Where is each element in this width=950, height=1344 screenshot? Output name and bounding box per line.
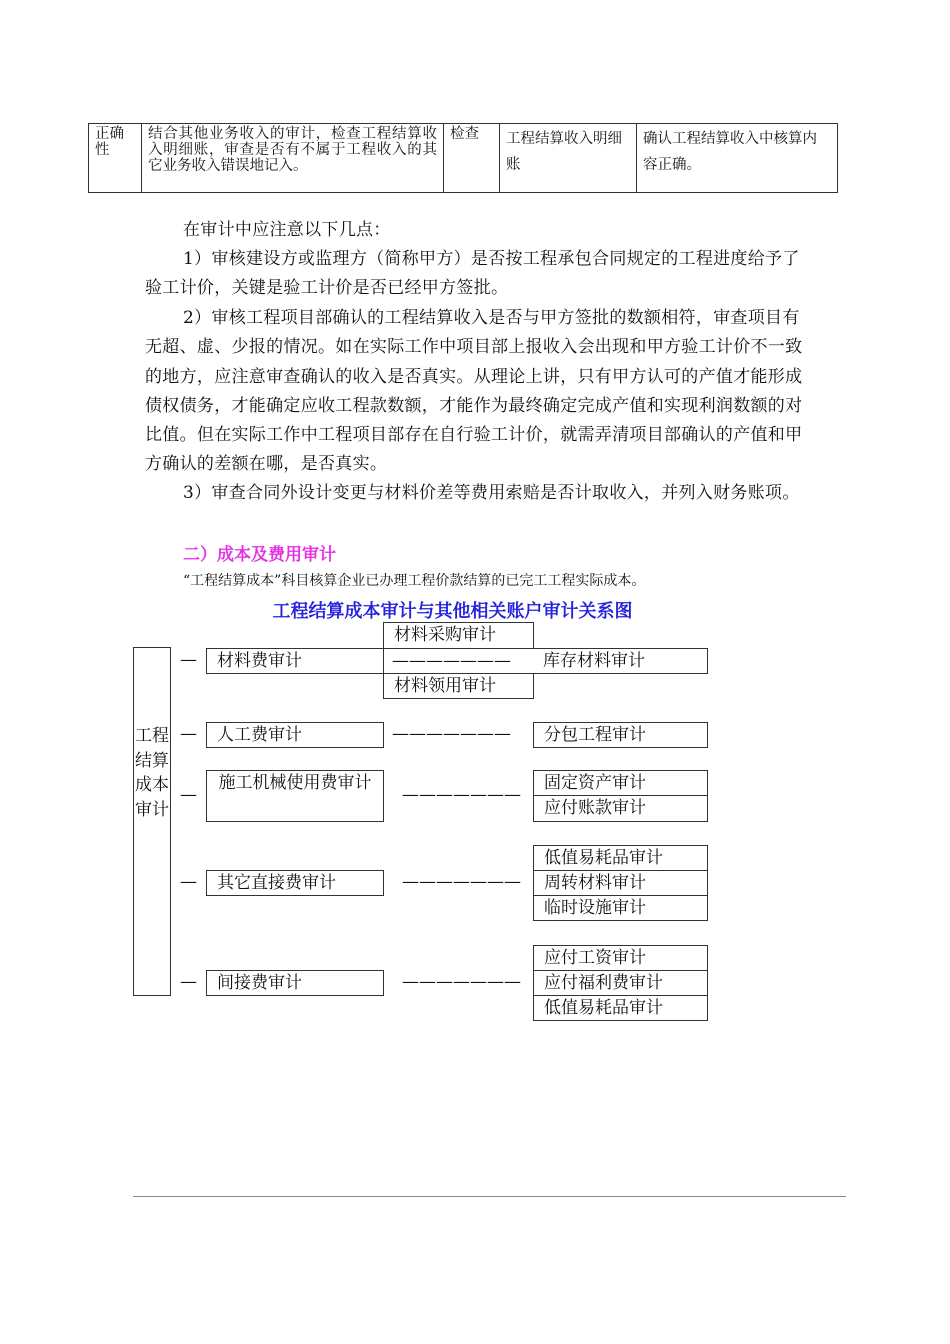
diagram-title: 工程结算成本审计与其他相关账户审计关系图 bbox=[272, 601, 633, 622]
table-cell: 结合其他业务收入的审计，检查工程结算收入明细账，审查是否有不属于工程收入的其它业务收入错误地记入。 bbox=[142, 124, 444, 193]
connector: — bbox=[180, 785, 197, 805]
connector: — bbox=[180, 972, 197, 992]
right-box: 临时设施审计 bbox=[533, 895, 708, 921]
right-box: 周转材料审计 bbox=[533, 870, 708, 896]
material-purchase-box: 材料采购审计 bbox=[383, 622, 534, 649]
paragraph: 1）审核建设方或监理方（简称甲方）是否按工程承包合同规定的工程进度给予了验工计价，关键是验工计价是否已经甲方签批。 bbox=[145, 249, 800, 299]
long-dash: ——————— bbox=[402, 872, 521, 892]
right-box: 分包工程审计 bbox=[533, 722, 708, 748]
right-box: 应付工资审计 bbox=[533, 945, 708, 971]
long-dash: ——————— bbox=[392, 651, 511, 671]
right-box: 低值易耗品审计 bbox=[533, 845, 708, 871]
table-cell: 工程结算收入明细账 bbox=[500, 124, 637, 193]
table-cell: 正确性 bbox=[89, 124, 142, 193]
left-box: 施工机械使用费审计 bbox=[206, 770, 384, 822]
material-row-box bbox=[383, 648, 708, 674]
table-row bbox=[89, 124, 838, 193]
audit-table bbox=[88, 123, 838, 193]
paragraph: 3）审查合同外设计变更与材料价差等费用索赔是否计取收入，并列入财务账项。 bbox=[183, 483, 800, 503]
table-cell: 确认工程结算收入中核算内容正确。 bbox=[637, 124, 838, 193]
table-cell: 检查 bbox=[444, 124, 500, 193]
connector: — bbox=[180, 650, 197, 670]
material-issue-box: 材料领用审计 bbox=[383, 673, 534, 699]
connector: — bbox=[180, 872, 197, 892]
left-box: 间接费审计 bbox=[206, 970, 384, 996]
right-box: 固定资产审计 bbox=[533, 770, 708, 796]
paragraph: 2）审核工程项目部确认的工程结算收入是否与甲方签批的数额相符，审查项目有无超、虚、少报的情况。如在实际工作中项目部上报收入会出现和甲方验工计价不一致的地方，应注意审查确认的收入是否真实。从理论上讲，只有甲方认可的产值才能形成债权债务，才能确定应收工程款数额，才能作为最终确定完成产值和实现利润数额的对比值。但在实际工作中工程项目部存在自行验工计价，就需弄清项目部确认的产值和甲方确认的差额在哪，是否真实。 bbox=[145, 308, 803, 475]
caption: “工程结算成本”科目核算企业已办理工程价款结算的已完工工程实际成本。 bbox=[183, 573, 646, 589]
connector: — bbox=[180, 724, 197, 744]
left-box: 人工费审计 bbox=[206, 722, 384, 748]
section-heading: 二）成本及费用审计 bbox=[183, 545, 336, 565]
long-dash: ——————— bbox=[402, 972, 521, 992]
left-box: 其它直接费审计 bbox=[206, 870, 384, 896]
inventory-material-label: 库存材料审计 bbox=[543, 651, 645, 671]
paragraph: 在审计中应注意以下几点： bbox=[183, 220, 391, 240]
footer-rule bbox=[133, 1196, 846, 1197]
root-box: 工程结算成本审计 bbox=[133, 647, 171, 996]
left-box: 材料费审计 bbox=[206, 648, 384, 674]
right-box: 应付账款审计 bbox=[533, 795, 708, 822]
long-dash: ——————— bbox=[392, 724, 511, 744]
right-box: 应付福利费审计 bbox=[533, 970, 708, 996]
long-dash: ——————— bbox=[402, 785, 521, 805]
right-box: 低值易耗品审计 bbox=[533, 995, 708, 1021]
